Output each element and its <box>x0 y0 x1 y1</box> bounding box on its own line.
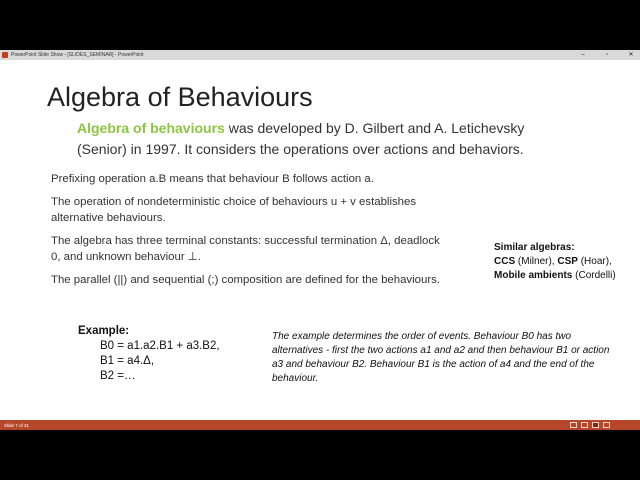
example-label: Example: <box>78 325 130 337</box>
restore-button[interactable]: ▫ <box>605 52 609 58</box>
csp-author: (Hoar), <box>577 256 612 267</box>
example-note: The example determines the order of events. Behaviour B0 has two alternatives - first the two actions a1 and a2 and then behaviour B1 or action a3 and behaviour B2. Behaviour B1 is the action of a4 and the end of the behaviour. <box>272 331 610 384</box>
intro-highlight: Algebra of behaviours <box>77 120 225 136</box>
example-line: B0 = a1.a2.B1 + a3.B2, <box>100 340 220 352</box>
intro-paragraph <box>77 118 577 160</box>
reading-view-icon[interactable] <box>603 422 610 428</box>
view-controls <box>570 422 610 428</box>
powerpoint-icon <box>2 52 8 58</box>
close-button[interactable]: ✕ <box>628 52 634 58</box>
bullet-item: The operation of nondeterministic choice of behaviours u + v establishes alternative behaviours. <box>51 196 417 224</box>
status-bar <box>0 420 640 430</box>
window-titlebar <box>0 50 640 60</box>
intro-text: was developed by D. Gilbert and A. Letichevsky (Senior) in 1997. It considers the operations over actions and behaviors. <box>77 120 525 157</box>
example-line: B1 = a4.Δ, <box>100 355 155 367</box>
bullet-item: Prefixing operation a.B means that behaviour B follows action a. <box>51 173 374 185</box>
bullet-item: The parallel (||) and sequential (;) composition are defined for the behaviours. <box>51 274 440 286</box>
mobile-ambients-author: (Cordelli) <box>572 270 616 281</box>
similar-algebras-box <box>494 241 639 283</box>
window-title: PowerPoint Slide Show - [SLIDES_SEMINAR] - PowerPoint <box>11 52 144 58</box>
bullet-list <box>51 171 451 295</box>
slideshow-view-icon[interactable] <box>592 422 599 428</box>
normal-view-icon[interactable] <box>581 422 588 428</box>
slide-canvas[interactable] <box>0 60 640 420</box>
mobile-ambients-label: Mobile ambients <box>494 270 573 281</box>
ccs-label: CCS <box>494 256 516 267</box>
window-controls <box>578 50 636 60</box>
example-block <box>78 324 220 384</box>
slide-indicator: Slide 7 of 31 <box>4 422 30 428</box>
csp-label: CSP <box>557 256 578 267</box>
slide-title: Algebra of Behaviours <box>47 82 313 112</box>
ccs-author: (Milner), <box>515 256 558 267</box>
similar-heading: Similar algebras: <box>494 242 575 253</box>
example-line: B2 =… <box>100 370 136 382</box>
bullet-item: The algebra has three terminal constants: successful termination Δ, deadlock 0, and unknown behaviour ⊥. <box>51 235 440 263</box>
minimize-button[interactable]: – <box>581 52 585 58</box>
notes-icon[interactable] <box>570 422 577 428</box>
